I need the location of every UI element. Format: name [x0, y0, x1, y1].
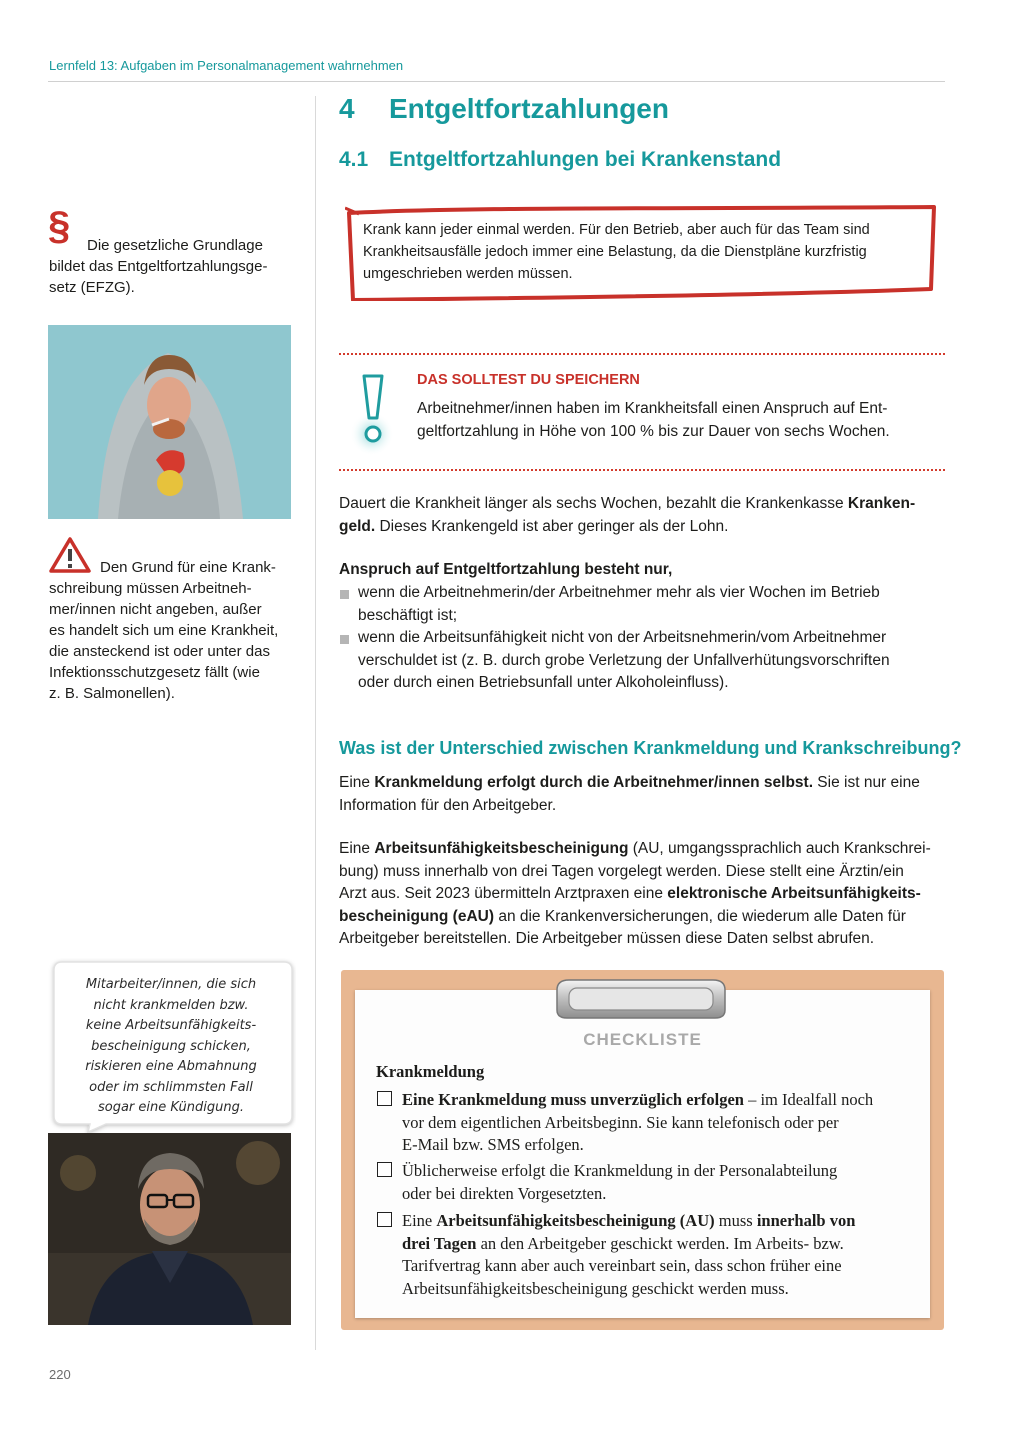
exclamation-icon: [350, 372, 396, 458]
bubble-line: Mitarbeiter/innen, die sich: [85, 977, 257, 992]
side-line: Infektionsschutzgesetz fällt (wie: [49, 664, 260, 681]
memo-line: Arbeitnehmer/innen haben im Krankheitsfall einen Anspruch auf Ent-: [417, 400, 888, 417]
speech-bubble-text: [58, 975, 284, 1119]
intro-line: Krankheitsausfälle jedoch immer eine Belastung, da die Dienstpläne kurzfristig: [363, 244, 867, 260]
intro-line: umgeschrieben werden müssen.: [363, 266, 573, 282]
paragraph-symbol-icon: §: [48, 204, 71, 248]
text-span-bold: Kranken-: [847, 495, 916, 512]
intro-text: [363, 219, 923, 285]
text-span: Eine: [339, 774, 375, 791]
text-span: Dauert die Krankheit länger als sechs Wochen, bezahlt die Krankenkasse: [339, 495, 848, 512]
checkbox[interactable]: [377, 1162, 392, 1177]
difference-heading: Was ist der Unterschied zwischen Krankmeldung und Krankschreibung?: [339, 738, 962, 758]
text-span: Eine: [339, 840, 375, 857]
text-span-bold: elektronische Arbeitsunfähigkeits-: [667, 885, 921, 902]
side-line: Den Grund für eine Krank-: [100, 559, 276, 576]
memo-bottom-rule: [339, 469, 945, 471]
entitlement-item: [358, 582, 948, 627]
text-line: vor dem eigentlichen Arbeitsbeginn. Sie kann telefonisch oder per: [402, 1112, 839, 1132]
checklist-title: CHECKLISTE: [583, 1030, 702, 1049]
text-span-bold: innerhalb von: [756, 1211, 856, 1230]
warning-note: [49, 557, 299, 704]
text-span: Eine: [402, 1211, 437, 1230]
chapter-title: Entgeltfortzahlungen: [389, 93, 669, 124]
sick-pay-paragraph: [339, 493, 945, 538]
memo-title: DAS SOLLTEST DU SPEICHERN: [417, 372, 640, 388]
manager-photo: [48, 1133, 291, 1325]
entitlement-heading: Anspruch auf Entgeltfortzahlung besteht nur,: [339, 561, 673, 578]
text-line: Arbeitgeber bereitstellen. Die Arbeitgeber müssen diese Daten selbst abrufen.: [339, 930, 875, 947]
checklist-item: [402, 1210, 922, 1300]
bullet-line: wenn die Arbeitnehmerin/der Arbeitnehmer mehr als vier Wochen im Betrieb: [358, 584, 880, 601]
bullet-square: [340, 590, 349, 599]
side-line: setz (EFZG).: [49, 279, 135, 296]
text-line: E-Mail bzw. SMS erfolgen.: [402, 1135, 584, 1154]
bubble-line: nicht krankmelden bzw.: [93, 997, 249, 1013]
bullet-square: [340, 635, 349, 644]
side-line: bildet das Entgeltfortzahlungsge-: [49, 258, 268, 275]
page-number: 220: [49, 1367, 71, 1382]
text-span: Arzt aus. Seit 2023 übermitteln Arztpraxen eine: [339, 885, 668, 902]
running-header: Lernfeld 13: Aufgaben im Personalmanagement wahrnehmen: [49, 58, 404, 73]
bullet-line: verschuldet ist (z. B. durch grobe Verletzung der Unfallverhütungsvorschriften: [358, 651, 890, 669]
text-span-bold: Krankmeldung erfolgt durch die Arbeitnehmer/innen selbst.: [374, 774, 813, 791]
chapter-number: 4: [339, 93, 355, 124]
section-title: Entgeltfortzahlungen bei Krankenstand: [389, 148, 782, 171]
section-number: 4.1: [339, 148, 369, 171]
bubble-line: bescheinigung schicken,: [91, 1038, 251, 1054]
checkbox[interactable]: [377, 1091, 392, 1106]
text-span-bold: Eine Krankmeldung muss unverzüglich erfolgen: [402, 1090, 744, 1109]
difference-paragraph-2: [339, 838, 945, 951]
side-line: Die gesetzliche Grundlage: [87, 237, 263, 254]
bubble-line: riskieren eine Abmahnung: [85, 1059, 257, 1074]
text-span-bold: Arbeitsunfähigkeitsbescheinigung (AU): [436, 1211, 715, 1230]
side-line: z. B. Salmonellen).: [49, 685, 175, 702]
bubble-line: sogar eine Kündigung.: [97, 1100, 245, 1115]
text-line: Üblicherweise erfolgt die Krankmeldung in der Personalabteilung: [402, 1161, 838, 1180]
text-span-bold: Arbeitsunfähigkeitsbescheinigung: [374, 840, 629, 857]
memo-text: [417, 397, 937, 443]
bubble-line: oder im schlimmsten Fall: [89, 1079, 253, 1095]
column-divider: [315, 96, 316, 1350]
text-line: bung) muss innerhalb von drei Tagen vorgelegt werden. Diese stellt eine Ärztin/ein: [339, 862, 904, 880]
checklist-subheading: Krankmeldung: [376, 1062, 485, 1081]
header-divider: [48, 81, 945, 82]
entitlement-item: [358, 627, 948, 695]
difference-paragraph-1: [339, 772, 945, 817]
text-span: muss: [714, 1211, 757, 1230]
bullet-line: wenn die Arbeitsunfähigkeit nicht von der Arbeitsnehmerin/vom Arbeitnehmer: [358, 629, 887, 646]
memo-line: geltfortzahlung in Höhe von 100 % bis zur Dauer von sechs Wochen.: [417, 423, 890, 440]
side-line: mer/innen nicht angeben, außer: [49, 601, 262, 618]
side-line: schreibung müssen Arbeitneh-: [49, 580, 252, 597]
text-span: – im Idealfall noch: [743, 1090, 874, 1109]
intro-line: Krank kann jeder einmal werden. Für den Betrieb, aber auch für das Team sind: [363, 222, 870, 238]
text-span: Dieses Krankengeld ist aber geringer als der Lohn.: [375, 517, 729, 535]
text-line: Tarifvertrag kann aber auch vereinbart sein, dass schon früher eine: [402, 1256, 842, 1275]
text-span-bold: drei Tagen: [402, 1233, 477, 1253]
law-note: [49, 235, 289, 298]
text-line: oder bei direkten Vorgesetzten.: [402, 1183, 607, 1203]
checklist-item: [402, 1089, 922, 1157]
bullet-line: beschäftigt ist;: [358, 606, 458, 624]
text-span-bold: bescheinigung (eAU): [339, 907, 495, 925]
checklist-item: [402, 1160, 922, 1205]
side-line: die ansteckend ist oder unter das: [49, 643, 270, 660]
text-span-bold: geld.: [339, 517, 376, 535]
text-span: an die Krankenversicherungen, die wiederum alle Daten für: [494, 907, 906, 925]
text-span: Sie ist nur eine: [813, 774, 920, 791]
memo-top-rule: [339, 353, 945, 355]
text-span: (AU, umgangssprachlich auch Krankschrei-: [628, 840, 931, 857]
clip-icon: [553, 976, 729, 1022]
bubble-line: keine Arbeitsunfähigkeits-: [85, 1018, 257, 1033]
text-span: an den Arbeitgeber geschickt werden. Im Arbeits- bzw.: [476, 1233, 844, 1253]
sick-person-photo: [48, 325, 291, 519]
text-line: Information für den Arbeitgeber.: [339, 796, 557, 814]
checkbox[interactable]: [377, 1212, 392, 1227]
text-line: Arbeitsunfähigkeitsbescheinigung geschickt werden muss.: [402, 1278, 789, 1298]
side-line: es handelt sich um eine Krankheit,: [49, 622, 279, 639]
bullet-line: oder durch einen Betriebsunfall unter Alkoholeinfluss).: [358, 674, 729, 691]
